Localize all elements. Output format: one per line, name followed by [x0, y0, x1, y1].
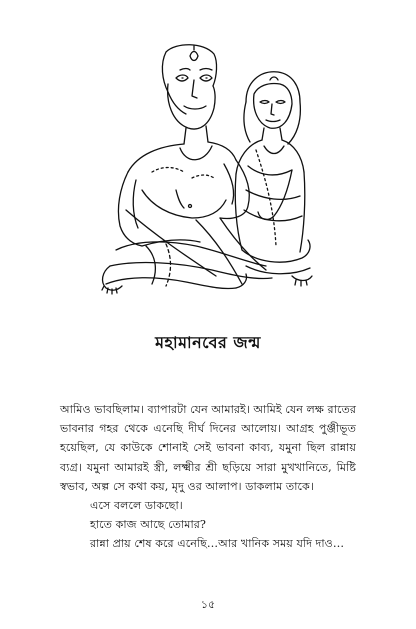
woman-shoulders: [236, 140, 304, 174]
woman-arm: [258, 170, 292, 219]
woman-mouth: [266, 120, 280, 122]
body-text: [60, 400, 356, 554]
paragraph: আমিও ভাবছিলাম। ব্যাপারটা যেন আমারই। আমিই যেন লক্ষ রাতের ভাবনার গহর থেকে এনেছি দীর্ঘ দিনের আলোয়। আগ্রহ পুঞ্জীভূত হয়েছিল, যে কাউকে শোনাই সেই ভাবনা কাব্য, যমুনা ছিল রান্নায় ব্যগ্র। যমুনা আমারই স্ত্রী, লক্ষ্মীর শ্রী ছড়িয়ে সারা মুখখানিতে, মিষ্টি স্বভাব, অল্প সে কথা কয়, মৃদু ওর আলাপ। ডাকলাম তাকে।: [60, 403, 356, 493]
man-foot-left: [103, 266, 122, 290]
dialog-line: রান্না প্রায় শেষ করে এনেছি…আর খানিক সময় যদি দাও…: [90, 537, 345, 551]
woman-neck: [262, 128, 282, 140]
man-torso: [142, 190, 226, 218]
couple-illustration: [96, 40, 320, 306]
man-hair: [162, 45, 216, 114]
page-number: ১৫: [200, 598, 216, 611]
man-third-eye: [190, 52, 198, 61]
man-face: [168, 84, 215, 129]
woman-feet: [292, 276, 312, 281]
man-shoulders: [128, 142, 236, 172]
woman-eye-right: [276, 101, 285, 104]
man-mouth: [184, 106, 206, 109]
dialog-line: হাতে কাজ আছে তোমার?: [90, 518, 206, 532]
woman-eye-left: [260, 101, 269, 104]
dialog-line: এসে বললে ডাকছো।: [90, 499, 183, 513]
chapter-title: মহামানবের জন্ম: [155, 333, 261, 352]
man-left-arm: [118, 172, 142, 246]
